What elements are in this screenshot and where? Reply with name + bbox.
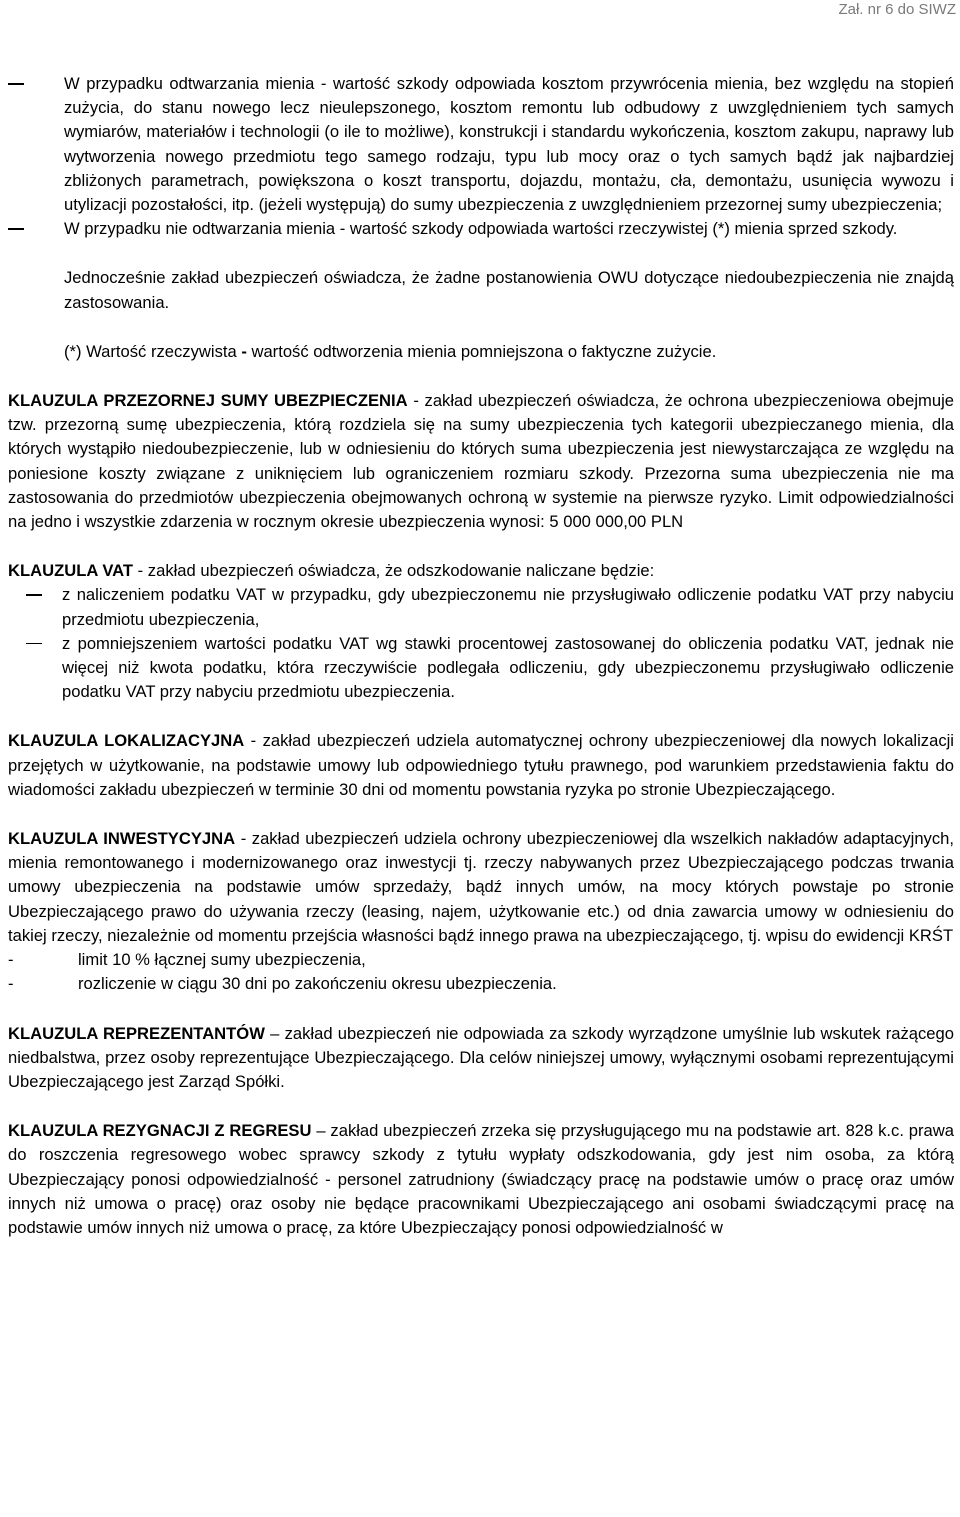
clause-text: - zakład ubezpieczeń oświadcza, że ochrona ubezpieczeniowa obejmuje tzw. przezorną sumę ubezpieczenia, którą rozdziela się na sumy ubezpieczenia tych kategorii ubezpieczanego mienia, dla których wystąpiło niedoubezpieczenie, lub w odniesieniu do których suma ubezpieczenia jest niewystarczająca ze względu na poniesione koszty związane z uniknięciem lub ograniczeniem rozmiaru szkody. Przezorna suma ubezpieczenia nie ma zastosowania do przedmiotów ubezpieczenia obejmowanych ochroną w systemie na pierwsze ryzyko. Limit odpowiedzialności na jedno i wszystkie zdarzenia w rocznym okresie ubezpieczenia wynosi: 5 000 000,00 PLN bbox=[8, 391, 954, 532]
clause-heading: KLAUZULA INWESTYCYJNA bbox=[8, 829, 236, 849]
clause-prudent-sum bbox=[8, 389, 954, 534]
hyphen-bullet: - bbox=[8, 950, 14, 970]
dash-bullet-icon bbox=[8, 228, 24, 230]
list-item bbox=[8, 972, 954, 996]
hyphen-bullet: - bbox=[8, 974, 14, 994]
clause-heading: KLAUZULA LOKALIZACYJNA bbox=[8, 731, 245, 751]
list-item-text: rozliczenie w ciągu 30 dni po zakończeniu okresu ubezpieczenia. bbox=[78, 974, 557, 994]
document-body bbox=[8, 72, 954, 1240]
list-item bbox=[8, 948, 954, 972]
list-item bbox=[8, 217, 954, 241]
list-item-text: W przypadku nie odtwarzania mienia - wartość szkody odpowiada wartości rzeczywistej (*) mienia sprzed szkody. bbox=[64, 219, 898, 239]
list-item bbox=[8, 72, 954, 217]
list-item-text: limit 10 % łącznej sumy ubezpieczenia, bbox=[78, 950, 366, 970]
clause-heading: KLAUZULA REPREZENTANTÓW bbox=[8, 1023, 265, 1043]
footnote bbox=[8, 340, 954, 364]
clause-text: - zakład ubezpieczeń oświadcza, że odszkodowanie naliczane będzie: bbox=[133, 561, 655, 581]
clause-text: - zakład ubezpieczeń udziela automatycznej ochrony ubezpieczeniowej dla nowych lokalizacji przejętych w użytkowanie, na podstawie umowy lub odpowiedniego tytułu prawnego, pod warunkiem przedstawienia faktu do wiadomości zakładu ubezpieczeń w terminie 30 dni od momentu powstania ryzyka po stronie Ubezpieczającego. bbox=[8, 731, 954, 799]
clause-text: – zakład ubezpieczeń zrzeka się przysługującego mu na podstawie art. 828 k.c. prawa do roszczenia regresowego wobec sprawcy szkody z tytułu wypłaty odszkodowania, gdy jest nim osoba, za którą Ubezpieczający ponosi odpowiedzialność - personel zatrudniony (świadczący pracę na podstawie umów o pracę oraz umów innych niż umowa o pracę) oraz osoby nie będące pracownikami Ubezpieczającego ani osobami świadczącymi pracę na podstawie umów innych niż umowa o pracę, za które Ubezpieczający ponosi odpowiedzialność w bbox=[8, 1121, 954, 1237]
list-item-text: z pomniejszeniem wartości podatku VAT wg stawki procentowej zastosowanej do obliczenia podatku VAT, jednak nie więcej niż kwota podatku, która rzeczywiście podlegała odliczeniu, gdy ubezpieczonemu przysługiwało odliczenie podatku VAT przy nabyciu przedmiotu ubezpieczenia. bbox=[62, 633, 954, 702]
clause-investment bbox=[8, 827, 954, 948]
dash-bullet-icon bbox=[26, 594, 42, 596]
dash-bullet-icon bbox=[8, 83, 24, 85]
clause-text: – zakład ubezpieczeń nie odpowiada za szkody wyrządzone umyślnie lub wskutek rażącego niedbalstwa, przez osoby reprezentujące Ubezpieczającego. Dla celów niniejszej umowy, wyłącznymi osobami reprezentującymi Ubezpieczającego jest Zarząd Spółki. bbox=[8, 1023, 954, 1091]
footnote-text: wartość odtworzenia mienia pomniejszona o faktyczne zużycie. bbox=[246, 341, 717, 361]
dash-bullet-icon bbox=[26, 643, 42, 645]
clause-text: - zakład ubezpieczeń udziela ochrony ubezpieczeniowej dla wszelkich nakładów adaptacyjnych, mienia remontowanego i modernizowanego oraz inwestycji tj. rzeczy nabywanych przez Ubezpieczającego podczas trwania umowy ubezpieczenia na podstawie umów sprzedaży, bądź innych umów, na mocy których powstaje po stronie Ubezpieczającego prawo do używania rzeczy (leasing, najem, użytkowanie etc.) od dnia zawarcia umowy w odniesieniu do takiej rzeczy, niezależnie od momentu przejścia własności bądź innego prawa na ubezpieczającego, tj. wpisu do ewidencji KRŚT bbox=[8, 829, 954, 945]
list-item-text: z naliczeniem podatku VAT w przypadku, gdy ubezpieczonemu nie przysługiwało odliczenie podatku VAT przy nabyciu przedmiotu ubezpieczenia, bbox=[62, 585, 954, 629]
clause-heading: KLAUZULA REZYGNACJI Z REGRESU bbox=[8, 1121, 312, 1141]
clause-vat bbox=[8, 559, 954, 583]
clause-location bbox=[8, 729, 954, 802]
clause-recourse bbox=[8, 1119, 954, 1240]
clause-heading: KLAUZULA PRZEZORNEJ SUMY UBEZPIECZENIA bbox=[8, 391, 408, 411]
attachment-label: Zał. nr 6 do SIWZ bbox=[838, 1, 956, 18]
list-item bbox=[8, 632, 954, 705]
list-item-text: W przypadku odtwarzania mienia - wartość szkody odpowiada kosztom przywrócenia mienia, bez względu na stopień zużycia, do stanu nowego lecz nieulepszonego, kosztom remontu lub odbudowy z uwzględnieniem tych samych wymiarów, materiałów i technologii (o ile to możliwe), konstrukcji i standardu wykończenia, kosztom zakupu, naprawy lub wytworzenia nowego przedmiotu tego samego rodzaju, typu lub mocy oraz o tych samych bądź jak najbardziej zbliżonych parametrach, powiększona o koszt transportu, dojazdu, montażu, cła, demontażu, usunięcia wywozu i utylizacji pozostałości, itp. (jeżeli występują) do sumy ubezpieczenia z uwzględnieniem przezornej sumy ubezpieczenia; bbox=[64, 74, 954, 215]
list-item bbox=[8, 583, 954, 631]
footnote-mark: (*) Wartość rzeczywista bbox=[64, 341, 242, 361]
footnote-dash: - bbox=[241, 341, 247, 361]
owu-statement: Jednocześnie zakład ubezpieczeń oświadcza, że żadne postanowienia OWU dotyczące niedoubezpieczenia nie znajdą zastosowania. bbox=[64, 268, 954, 312]
clause-heading: KLAUZULA VAT bbox=[8, 561, 134, 581]
clause-representatives bbox=[8, 1022, 954, 1095]
